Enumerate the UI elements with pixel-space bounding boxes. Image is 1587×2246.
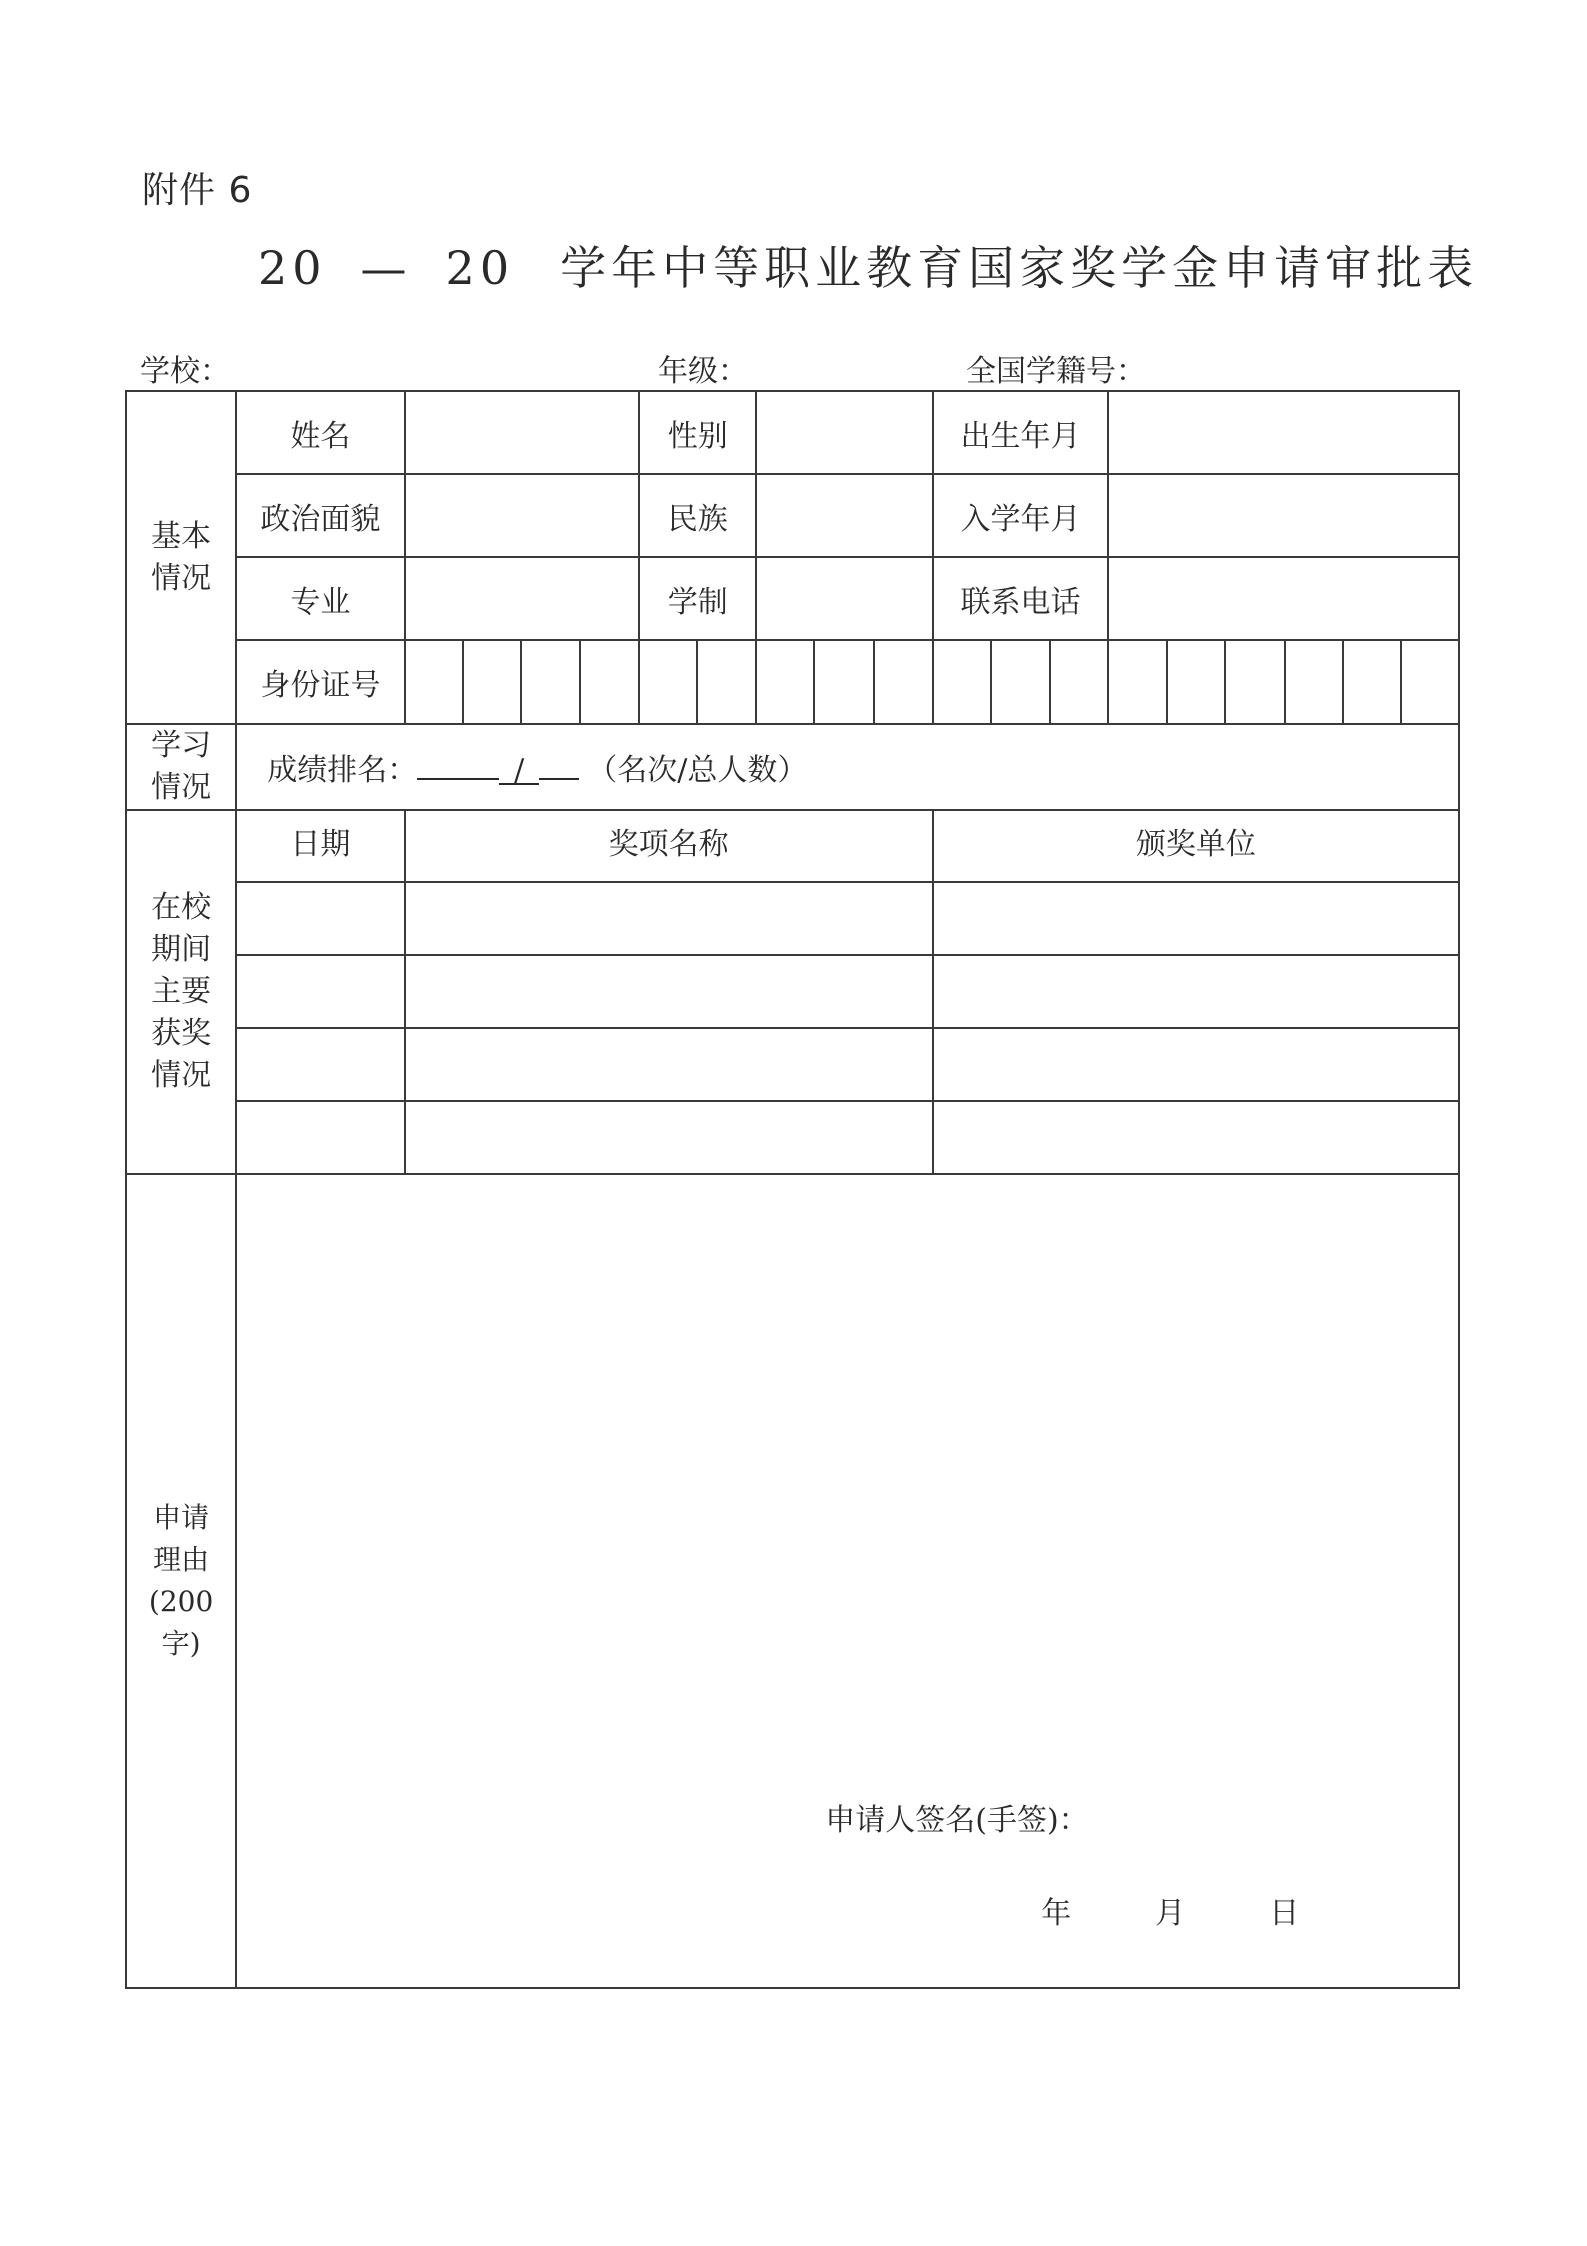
- rank-cell: [236, 724, 1459, 810]
- gender-label: 性别: [639, 391, 756, 474]
- date-year-label: 年: [1041, 1896, 1072, 1931]
- grade-label: 年级：: [658, 354, 748, 389]
- rank-total-field[interactable]: [539, 748, 579, 780]
- id-digit-box[interactable]: [814, 640, 873, 724]
- id-digit-box[interactable]: [1401, 640, 1459, 724]
- award-name-field[interactable]: [405, 1028, 933, 1101]
- reason-text-area[interactable]: [236, 1174, 1459, 1988]
- rank-position-field[interactable]: [417, 748, 499, 780]
- duration-field[interactable]: [756, 557, 932, 640]
- award-name-field[interactable]: [405, 1101, 933, 1174]
- ethnicity-field[interactable]: [756, 474, 932, 557]
- applicant-signature-label: 申请人签名(手签)：: [825, 1803, 1089, 1838]
- id-digit-box[interactable]: [1225, 640, 1284, 724]
- rank-slash: /: [499, 753, 539, 785]
- id-digit-box[interactable]: [756, 640, 814, 724]
- awards-col-date: 日期: [236, 810, 404, 882]
- award-issuer-field[interactable]: [933, 1028, 1459, 1101]
- phone-label: 联系电话: [933, 557, 1108, 640]
- rank-note: （名次/总人数）: [587, 753, 808, 788]
- signature-date: [999, 1888, 1341, 1932]
- enrollment-label: 入学年月: [933, 474, 1108, 557]
- id-digit-box[interactable]: [1167, 640, 1225, 724]
- award-date-field[interactable]: [236, 955, 404, 1028]
- award-date-field[interactable]: [236, 1028, 404, 1101]
- application-form-table: [125, 390, 1460, 1989]
- title-year-end: 20: [445, 241, 515, 295]
- reason-section-label: [126, 1174, 236, 1988]
- political-label: 政治面貌: [236, 474, 404, 557]
- phone-field[interactable]: [1108, 557, 1459, 640]
- awards-label-line: 在校: [151, 890, 212, 925]
- awards-label-line: 主要: [151, 974, 212, 1009]
- study-section-label: [126, 724, 236, 810]
- awards-label-line: 期间: [151, 932, 212, 967]
- id-digit-box[interactable]: [405, 640, 463, 724]
- basic-info-label-line2: 情况: [151, 560, 212, 596]
- award-date-field[interactable]: [236, 1101, 404, 1174]
- ethnicity-label: 民族: [639, 474, 756, 557]
- birth-label: 出生年月: [933, 391, 1108, 474]
- award-issuer-field[interactable]: [933, 955, 1459, 1028]
- reason-label-line: 申请: [153, 1501, 210, 1534]
- awards-col-issuer: 颁奖单位: [933, 810, 1459, 882]
- basic-info-label-line1: 基本: [151, 518, 212, 554]
- id-digit-box[interactable]: [521, 640, 580, 724]
- study-label-line2: 情况: [151, 770, 212, 805]
- id-digit-box[interactable]: [1343, 640, 1401, 724]
- award-issuer-field[interactable]: [933, 882, 1459, 955]
- award-issuer-field[interactable]: [933, 1101, 1459, 1174]
- id-digit-box[interactable]: [874, 640, 933, 724]
- attachment-label: 附件 6: [142, 170, 253, 211]
- reason-label-line: 理由: [153, 1543, 210, 1576]
- gender-field[interactable]: [756, 391, 932, 474]
- basic-info-section-label: [126, 391, 236, 724]
- title-dash: —: [360, 241, 412, 295]
- political-field[interactable]: [405, 474, 640, 557]
- title-text: 学年中等职业教育国家奖学金申请审批表: [560, 241, 1479, 295]
- id-digit-box[interactable]: [1050, 640, 1108, 724]
- awards-section-label: [126, 810, 236, 1174]
- id-digit-box[interactable]: [697, 640, 756, 724]
- awards-label-line: 获奖: [151, 1016, 212, 1051]
- reason-label-line: 字): [161, 1627, 201, 1660]
- awards-col-name: 奖项名称: [405, 810, 933, 882]
- reason-label-line: (200: [148, 1585, 214, 1618]
- id-number-label: 身份证号: [236, 640, 404, 724]
- form-title: [258, 232, 1478, 298]
- id-digit-box[interactable]: [933, 640, 991, 724]
- duration-label: 学制: [639, 557, 756, 640]
- major-label: 专业: [236, 557, 404, 640]
- rank-label: 成绩排名：: [267, 753, 418, 788]
- major-field[interactable]: [405, 557, 640, 640]
- title-year-start: 20: [258, 241, 327, 295]
- school-label: 学校：: [140, 354, 230, 389]
- enrollment-field[interactable]: [1108, 474, 1459, 557]
- id-digit-box[interactable]: [1285, 640, 1343, 724]
- award-name-field[interactable]: [405, 882, 933, 955]
- id-digit-box[interactable]: [991, 640, 1050, 724]
- date-day-label: 日: [1269, 1896, 1300, 1931]
- id-digit-box[interactable]: [639, 640, 697, 724]
- awards-label-line: 情况: [151, 1058, 212, 1093]
- id-digit-box[interactable]: [463, 640, 521, 724]
- award-date-field[interactable]: [236, 882, 404, 955]
- student-id-label: 全国学籍号：: [966, 354, 1146, 389]
- study-label-line1: 学习: [151, 728, 212, 763]
- date-month-label: 月: [1155, 1896, 1186, 1931]
- id-digit-box[interactable]: [1108, 640, 1167, 724]
- id-digit-box[interactable]: [580, 640, 639, 724]
- name-field[interactable]: [405, 391, 640, 474]
- award-name-field[interactable]: [405, 955, 933, 1028]
- name-label: 姓名: [236, 391, 404, 474]
- birth-field[interactable]: [1108, 391, 1459, 474]
